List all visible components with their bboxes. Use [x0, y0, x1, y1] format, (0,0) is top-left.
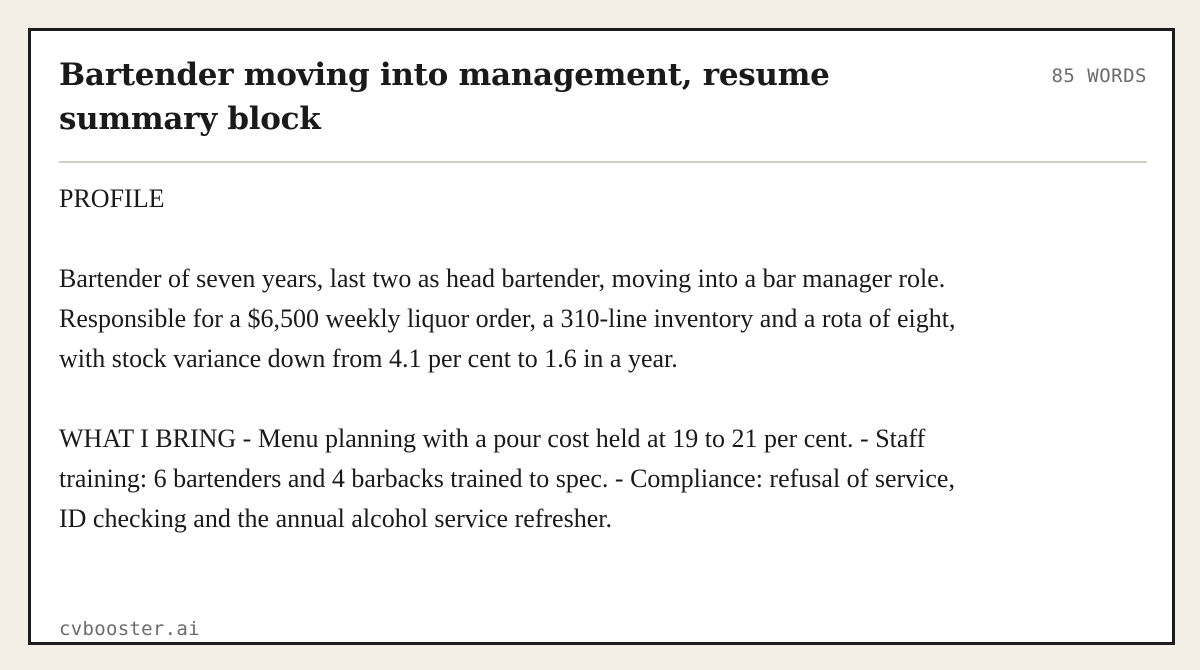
summary-body — [59, 179, 979, 539]
what-i-bring-paragraph: WHAT I BRING - Menu planning with a pour cost held at 19 to 21 per cent. - Staff training: 6 bartenders and 4 barbacks trained to spec. - Compliance: refusal of service, ID checking and the annual alcohol service refresher. — [59, 424, 955, 533]
word-count-badge: 85 WORDS — [1051, 65, 1147, 87]
section-heading-profile: PROFILE — [59, 184, 165, 213]
card-title: Bartender moving into management, resume summary block — [59, 57, 830, 137]
profile-paragraph: Bartender of seven years, last two as head bartender, moving into a bar manager role. Responsible for a $6,500 weekly liquor order, a 310-line inventory and a rota of eight, with stock variance down from 4.1 per cent to 1.6 in a year. — [59, 264, 956, 373]
summary-card — [28, 28, 1175, 645]
header-divider — [59, 161, 1147, 163]
brand-footer: cvbooster.ai — [59, 618, 200, 640]
card-header — [59, 53, 1147, 141]
